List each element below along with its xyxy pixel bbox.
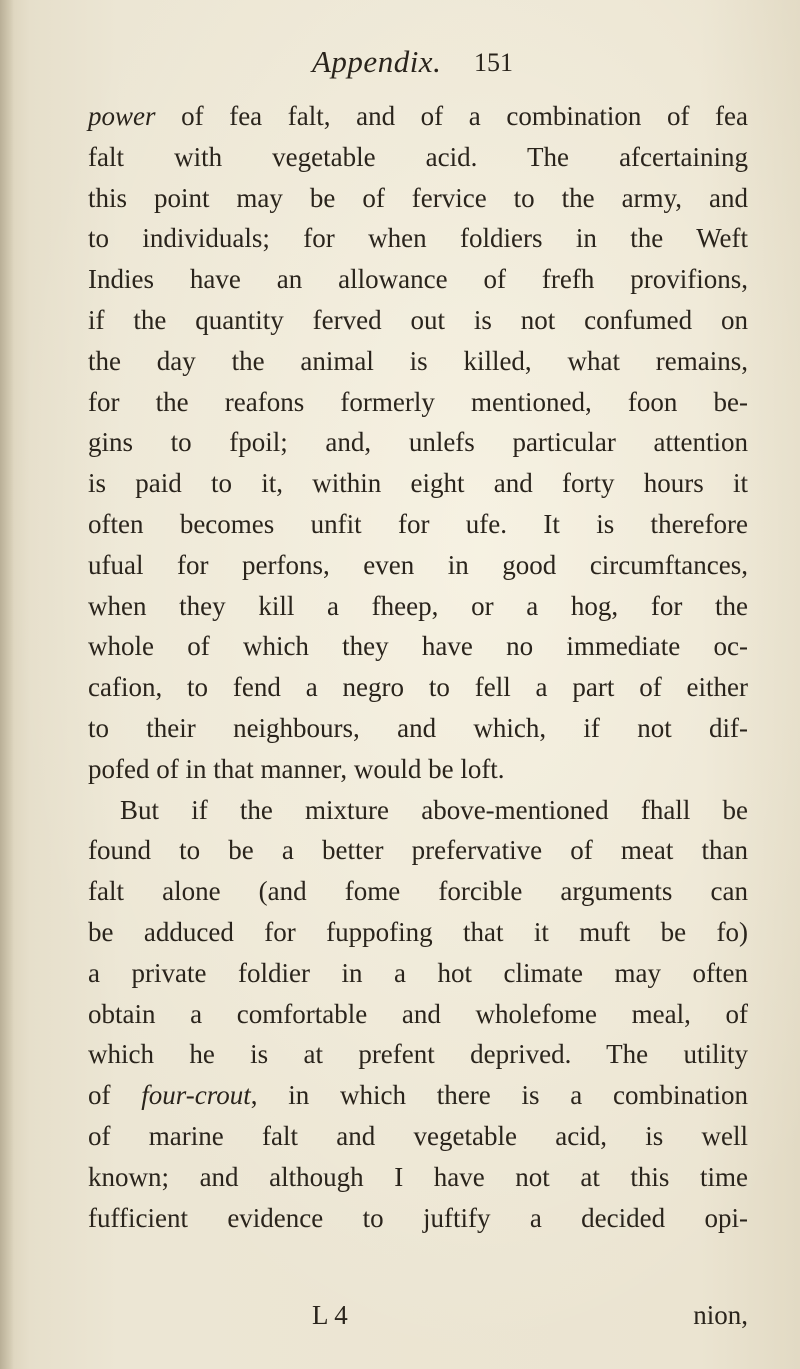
signature-mark: L 4 — [312, 1300, 348, 1330]
page-number: 151 — [474, 48, 513, 77]
text-run: pofed of in that manner, would be loft. — [88, 753, 505, 784]
page-header — [258, 44, 558, 94]
page-gutter-shadow — [0, 0, 14, 1369]
text-run: found to be a better prefervative of meat than — [88, 835, 748, 866]
text-line — [88, 137, 748, 178]
text-line — [88, 1157, 748, 1198]
text-run: be adduced for fuppofing that it muft be fo) — [88, 916, 748, 947]
text-line — [88, 504, 748, 545]
text-run: if the quantity ferved out is not confumed on — [88, 304, 748, 335]
text-run: falt alone (and fome forcible arguments can — [88, 876, 748, 907]
text-run: of marine falt and vegetable acid, is well — [88, 1120, 748, 1151]
text-line — [88, 545, 748, 586]
text-line — [88, 259, 748, 300]
text-line — [88, 1198, 748, 1239]
text-line — [88, 994, 748, 1035]
text-line — [88, 708, 748, 749]
text-line — [88, 830, 748, 871]
text-run: whole of which they have no immediate oc- — [88, 631, 748, 662]
text-run: falt with vegetable acid. The afcertaining — [88, 141, 748, 172]
italic-run: four-crout — [141, 1080, 251, 1111]
text-run: cafion, to fend a negro to fell a part of either — [88, 672, 748, 703]
text-run: often becomes unfit for ufe. It is therefore — [88, 508, 748, 539]
text-run: which he is at prefent deprived. The utility — [88, 1039, 748, 1070]
text-line — [88, 218, 748, 259]
text-line — [88, 178, 748, 219]
text-line — [88, 871, 748, 912]
text-line — [88, 463, 748, 504]
text-run: ufual for perfons, even in good circumftances, — [88, 549, 748, 580]
text-run: gins to fpoil; and, unlefs particular attention — [88, 427, 748, 458]
text-run: , in which there is a combination — [250, 1080, 748, 1111]
text-line — [88, 300, 748, 341]
page-footer — [88, 1300, 748, 1340]
text-line — [88, 1034, 748, 1075]
text-line — [88, 953, 748, 994]
text-line — [88, 1116, 748, 1157]
text-run: to individuals; for when foldiers in the Weft — [88, 223, 748, 254]
text-line — [88, 626, 748, 667]
text-run: is paid to it, within eight and forty hours it — [88, 468, 748, 499]
text-line — [88, 586, 748, 627]
text-run: fufficient evidence to juftify a decided opi- — [88, 1202, 748, 1233]
text-run: for the reafons formerly mentioned, foon be- — [88, 386, 748, 417]
text-run: of fea falt, and of a combination of fea — [155, 101, 748, 131]
text-run: this point may be of fervice to the army, and — [88, 182, 748, 213]
text-run: Indies have an allowance of frefh provifions, — [88, 264, 748, 295]
italic-run: power — [88, 101, 156, 131]
text-line — [88, 1075, 748, 1116]
running-head: Appendix. — [312, 44, 442, 79]
text-run: a private foldier in a hot climate may often — [88, 957, 748, 988]
body-text — [88, 96, 748, 1238]
text-run: obtain a comfortable and wholefome meal, of — [88, 998, 748, 1029]
text-line — [88, 912, 748, 953]
text-run: known; and although I have not at this time — [88, 1161, 748, 1192]
text-line — [88, 422, 748, 463]
text-run: But if the mixture above-mentioned fhall be — [120, 794, 748, 825]
text-run: when they kill a fheep, or a hog, for the — [88, 590, 748, 621]
text-line — [88, 96, 748, 137]
catchword: nion, — [693, 1300, 748, 1330]
text-line — [88, 667, 748, 708]
text-line — [88, 382, 748, 423]
text-line — [88, 790, 748, 831]
text-run: to their neighbours, and which, if not dif- — [88, 712, 748, 743]
text-run: the day the animal is killed, what remains, — [88, 345, 748, 376]
text-run: of — [88, 1080, 142, 1111]
text-line — [88, 749, 748, 790]
text-line — [88, 341, 748, 382]
